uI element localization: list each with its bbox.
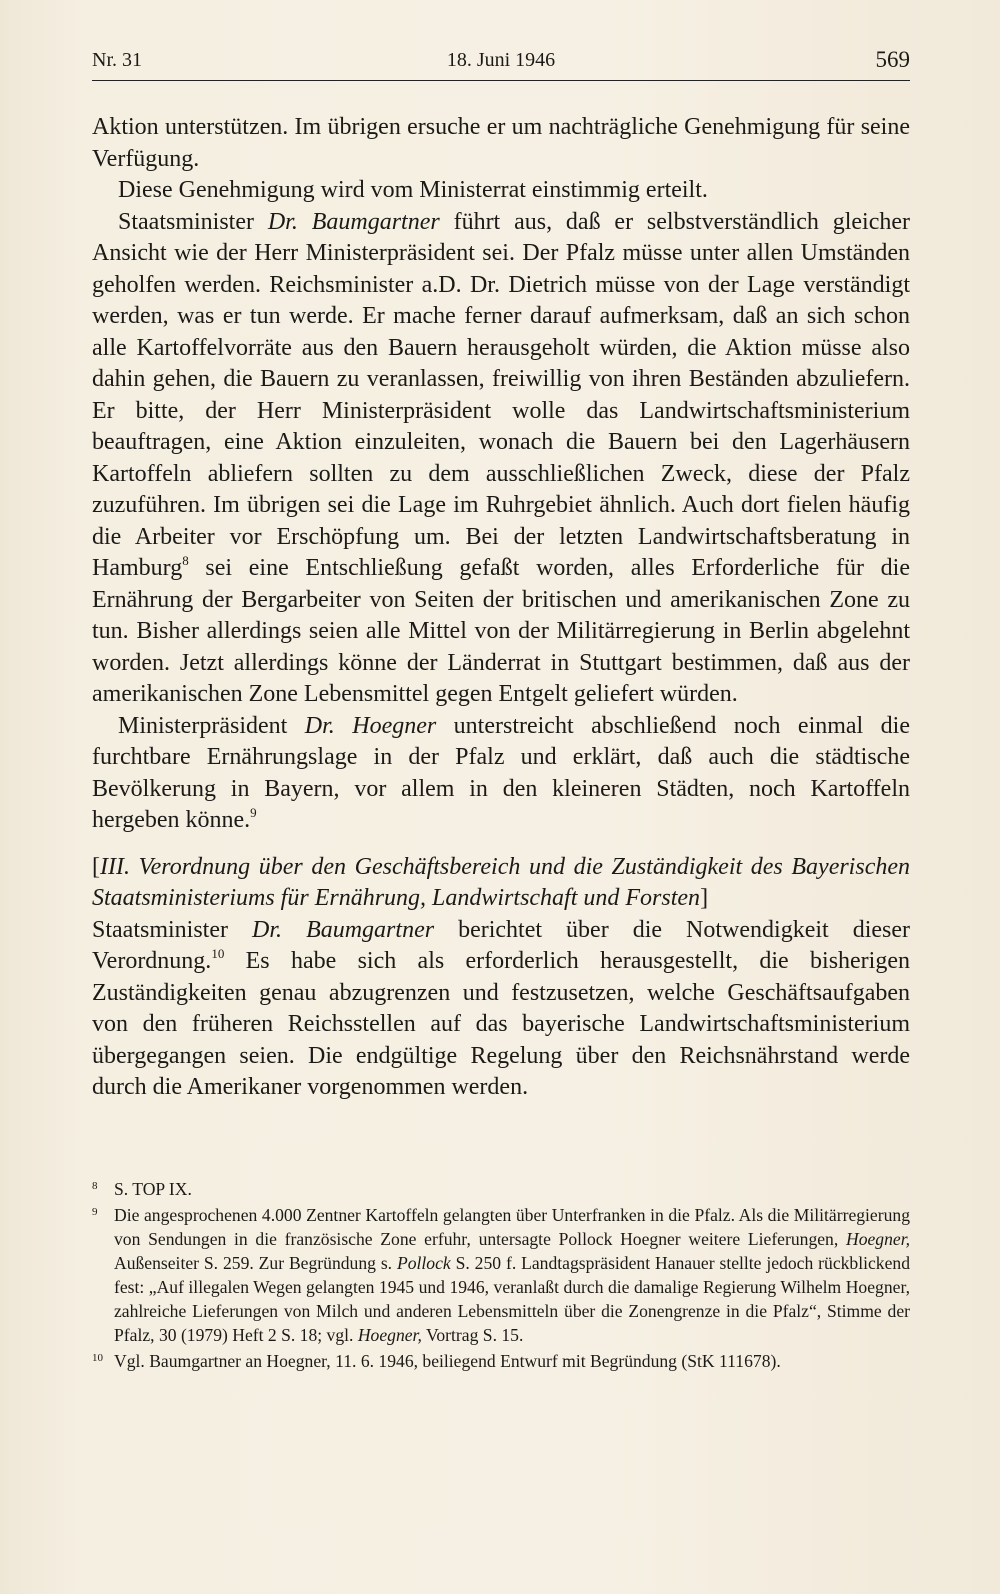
- footnote-text: S. 250 f. Landtagspräsident Hanauer stellte jedoch rückblickend fest: „Auf illegalen Wegen gelangten 1945 und 1946, veranlaßt durch die damalige Regierung Wilhelm Hoegner, zahlreiche Lieferungen von Milch und anderen Lebensmitteln über die Zonengrenze in die Pfalz“, Stimme der Pfalz, 30 (1979) Heft 2 S. 18; vgl.: [114, 1253, 911, 1345]
- speaker-dr: Dr.: [267, 208, 298, 235]
- footnote-number: 9: [92, 1206, 98, 1218]
- footnote-ref-9[interactable]: 9: [250, 805, 257, 820]
- footnote-number: 10: [92, 1352, 103, 1364]
- document-number: Nr. 31: [92, 49, 142, 71]
- speaker-title: Ministerpräsident: [118, 712, 305, 739]
- footnote-text: Vortrag S. 15.: [421, 1325, 524, 1345]
- speaker-dr: Dr.: [252, 916, 283, 943]
- main-text: [92, 112, 910, 1104]
- footnote-ref-8[interactable]: 8: [182, 553, 189, 568]
- page-number: 569: [875, 47, 910, 72]
- bracket-close: ]: [700, 885, 709, 911]
- footnote-text: Vgl. Baumgartner an Hoegner, 11. 6. 1946, beiliegend Entwurf mit Begründung (StK 111678).: [114, 1351, 781, 1371]
- footnote-citation: Hoegner,: [357, 1325, 422, 1345]
- header-date: 18. Juni 1946: [446, 49, 556, 71]
- footnote-number: 8: [92, 1180, 98, 1192]
- footnote-text: Die angesprochenen 4.000 Zentner Kartoffeln gelangten über Unterfranken in die Pfalz. Als die Militärregierung von Sendungen in die französische Zone erfuhr, untersagte Pollock Hoegner weitere Lieferungen,: [114, 1205, 910, 1249]
- paragraph-text: führt aus, daß er selbstverständlich gleicher Ansicht wie der Herr Ministerpräsident sei. Der Pfalz müsse unter allen Umständen geholfen werden. Reichsminister a.D. Dr. Dietrich müsse von der Lage verständigt werden, was er tun werde. Er mache ferner darauf aufmerksam, daß an sich schon alle Kartoffelvorräte aus den Bauern herausgeholt würden, die Aktion müsse also dahin gehen, die Bauern zu veranlassen, freiwillig von ihren Beständen abzuliefern. Er bitte, der Herr Ministerpräsident wolle das Landwirtschaftsministerium beauftragen, eine Aktion einzuleiten, wonach die Bauern bei den Lagerhäusern Kartoffeln abliefern sollten zu dem ausschließlichen Zweck, diese der Pfalz zuzuführen. Im übrigen sei die Lage im Ruhrgebiet ähnlich. Auch dort fielen häufig die Arbeiter vor Erschöpfung um. Bei der letzten Landwirtschaftsberatung in Hamburg: [92, 208, 911, 581]
- paragraph-approval: Diese Genehmigung wird vom Ministerrat einstimmig erteilt.: [118, 177, 708, 203]
- paragraph-verordnung: [92, 915, 910, 1104]
- footnotes: [92, 1177, 910, 1375]
- running-header: [92, 46, 910, 78]
- paragraph-text: unterstreicht abschließend noch einmal die furchtbare Ernährungslage in der Pfalz und erklärt, daß auch die städtische Bevölkerung in Bayern, vor allem in den kleineren Städten, noch Kartoffeln hergeben könne.: [92, 712, 910, 833]
- section-heading-text: III. Verordnung über den Geschäftsbereich und die Zuständigkeit des Bayerischen Staatsministeriums für Ernährung, Landwirtschaft und Forsten: [92, 853, 910, 911]
- paragraph-text: berichtet über die Notwendigkeit dieser Verordnung.: [92, 916, 911, 974]
- speaker-name: Baumgartner: [311, 208, 440, 235]
- section-heading: [92, 852, 910, 915]
- speaker-name: Baumgartner: [306, 916, 435, 943]
- paragraph-hoegner: [92, 711, 910, 837]
- paragraph-continuation: Aktion unterstützen. Im übrigen ersuche er um nachträgliche Genehmigung für seine Verfügung.: [92, 114, 910, 172]
- footnote-text: S. TOP IX.: [114, 1179, 192, 1199]
- footnote-citation: Pollock: [396, 1253, 451, 1273]
- footnote-text: Außenseiter S. 259. Zur Begründung s.: [114, 1253, 397, 1273]
- footnote-citation: Hoegner,: [845, 1229, 910, 1249]
- header-rule: [92, 80, 910, 81]
- bracket-open: [: [92, 853, 100, 880]
- paragraph-text: Es habe sich als erforderlich herausgestellt, die bisherigen Zuständigkeiten genau abzugrenzen und festzusetzen, welche Geschäftsaufgaben von den früheren Reichsstellen auf das bayerische Landwirtschaftsministerium übergegangen seien. Die endgültige Regelung über den Reichsnährstand werde durch die Amerikaner vorgenommen werden.: [92, 948, 910, 1100]
- paragraph-baumgartner: [92, 207, 910, 711]
- footnote-ref-10[interactable]: 10: [211, 946, 225, 961]
- paragraph-text: sei eine Entschließung gefaßt worden, alles Erforderliche für die Ernährung der Bergarbeiter von Seiten der britischen und amerikanischen Zone zu tun. Bisher allerdings seien alle Mittel von der Militärregierung in Berlin abgelehnt worden. Jetzt allerdings könne der Länderrat in Stuttgart bestimmen, daß aus der amerikanischen Zone Lebensmittel gegen Entgelt geliefert würden.: [92, 555, 910, 707]
- speaker-title: Staatsminister: [92, 916, 253, 943]
- speaker-name: Hoegner: [352, 712, 437, 739]
- speaker-title: Staatsminister: [118, 208, 268, 235]
- footnote-9: [92, 1203, 910, 1347]
- speaker-dr: Dr.: [304, 712, 335, 739]
- footnote-8: [92, 1177, 910, 1201]
- footnote-10: [92, 1349, 910, 1373]
